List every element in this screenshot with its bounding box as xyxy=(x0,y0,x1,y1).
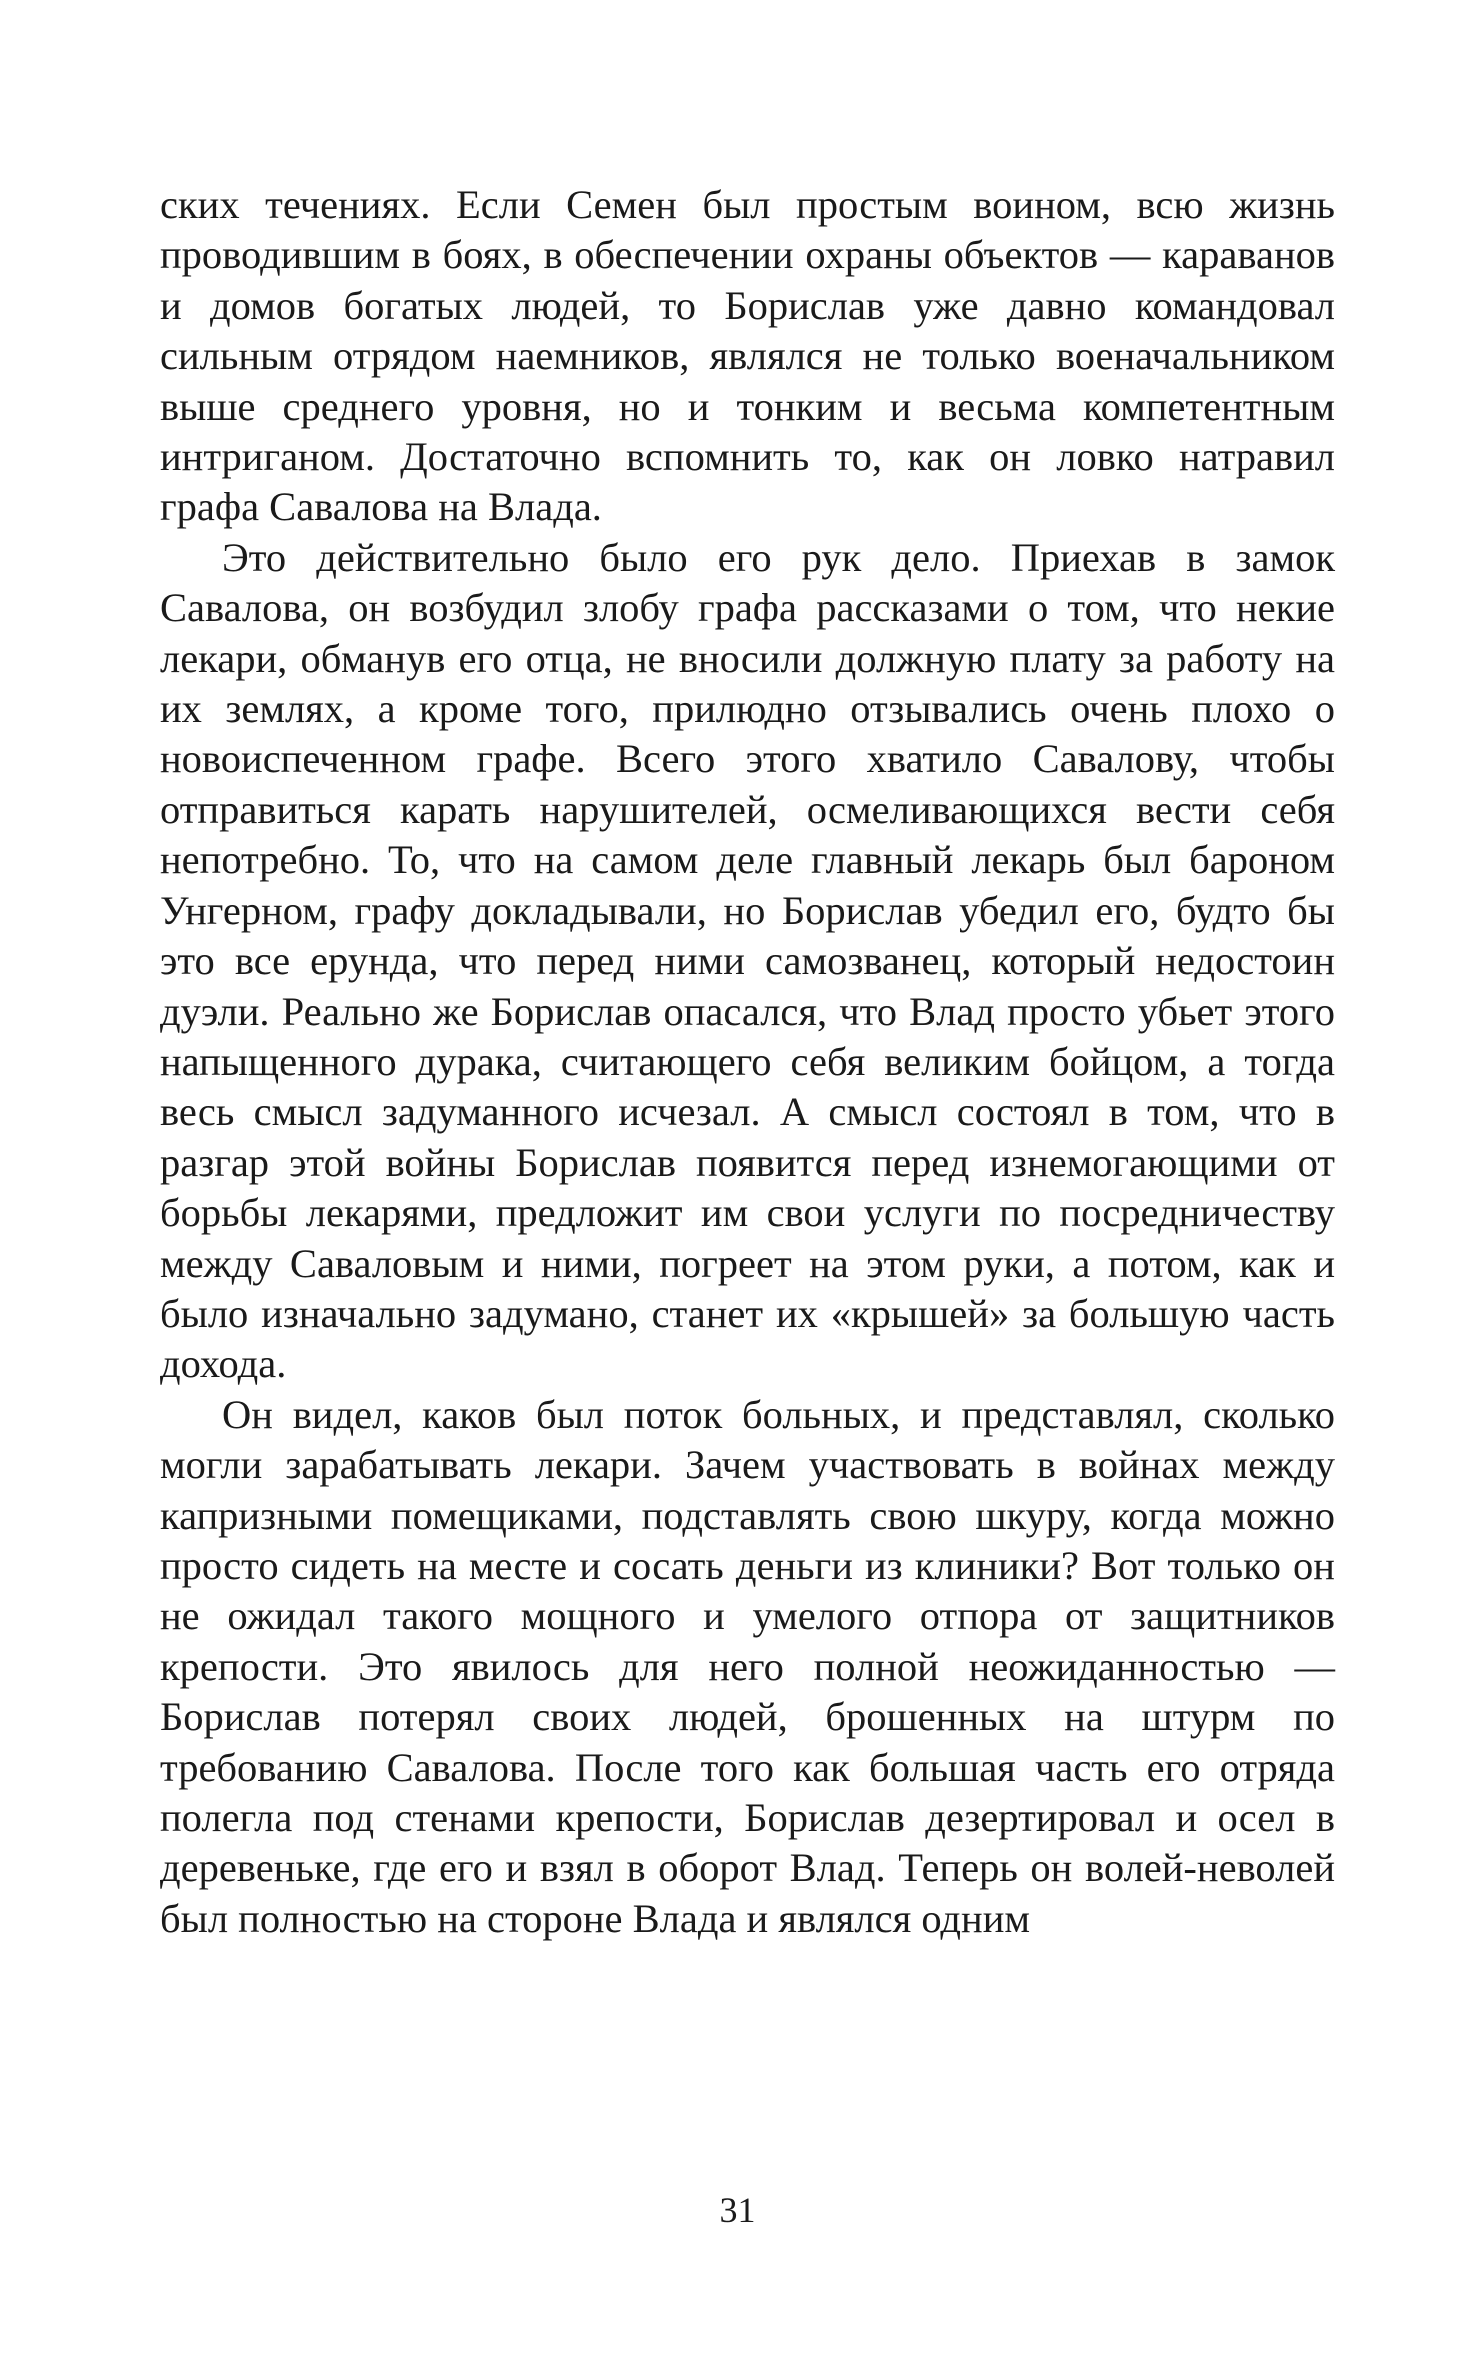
page-number: 31 xyxy=(719,2190,756,2230)
paragraph-1: ских течениях. Если Семен был простым воином, всю жизнь проводившим в боях, в обеспечении охраны объектов — караванов и домов богатых людей, то Борислав уже давно командовал сильным отрядом наемников, являлся не только военачальником выше среднего уровня, но и тонким и весьма компетентным интриганом. Достаточно вспомнить то, как он ловко натравил графа Савалова на Влада. xyxy=(160,182,1335,530)
paragraph-2: Это действительно было его рук дело. Приехав в замок Савалова, он возбудил злобу графа рассказами о том, что некие лекари, обманув его отца, не вносили должную плату за работу на их землях, а кроме того, прилюдно отзывались очень плохо о новоиспеченном графе. Всего этого хватило Савалову, чтобы отправиться карать нарушителей, осмеливающихся вести себя непотребно. То, что на самом деле главный лекарь был бароном Унгерном, графу докладывали, но Борислав убедил его, будто бы это все ерунда, что перед ними самозванец, который недостоин дуэли. Реально же Борислав опасался, что Влад просто убьет этого напыщенного дурака, считающего себя великим бойцом, а тогда весь смысл задуманного исчезал. А смысл состоял в том, что в разгар этой войны Борислав появится перед изнемогающими от борьбы лекарями, предложит им свои услуги по посредничеству между Саваловым и ними, погреет на этом руки, а потом, как и было изначально задумано, станет их «крышей» за большую часть дохода. xyxy=(160,534,1335,1387)
book-page-text xyxy=(160,180,1335,1944)
paragraph-3: Он видел, каков был поток больных, и представлял, сколько могли зарабатывать лекари. Зачем участвовать в войнах между капризными помещиками, подставлять свою шкуру, когда можно просто сидеть на месте и сосать деньги из клиники? Вот только он не ожидал такого мощного и умелого отпора от защитников крепости. Это явилось для него полной неожиданностью — Борислав потерял своих людей, брошенных на штурм по требованию Савалова. После того как большая часть его отряда полегла под стенами крепости, Борислав дезертировал и осел в деревеньке, где его и взял в оборот Влад. Теперь он волей-неволей был полностью на стороне Влада и являлся одним xyxy=(160,1391,1335,1941)
